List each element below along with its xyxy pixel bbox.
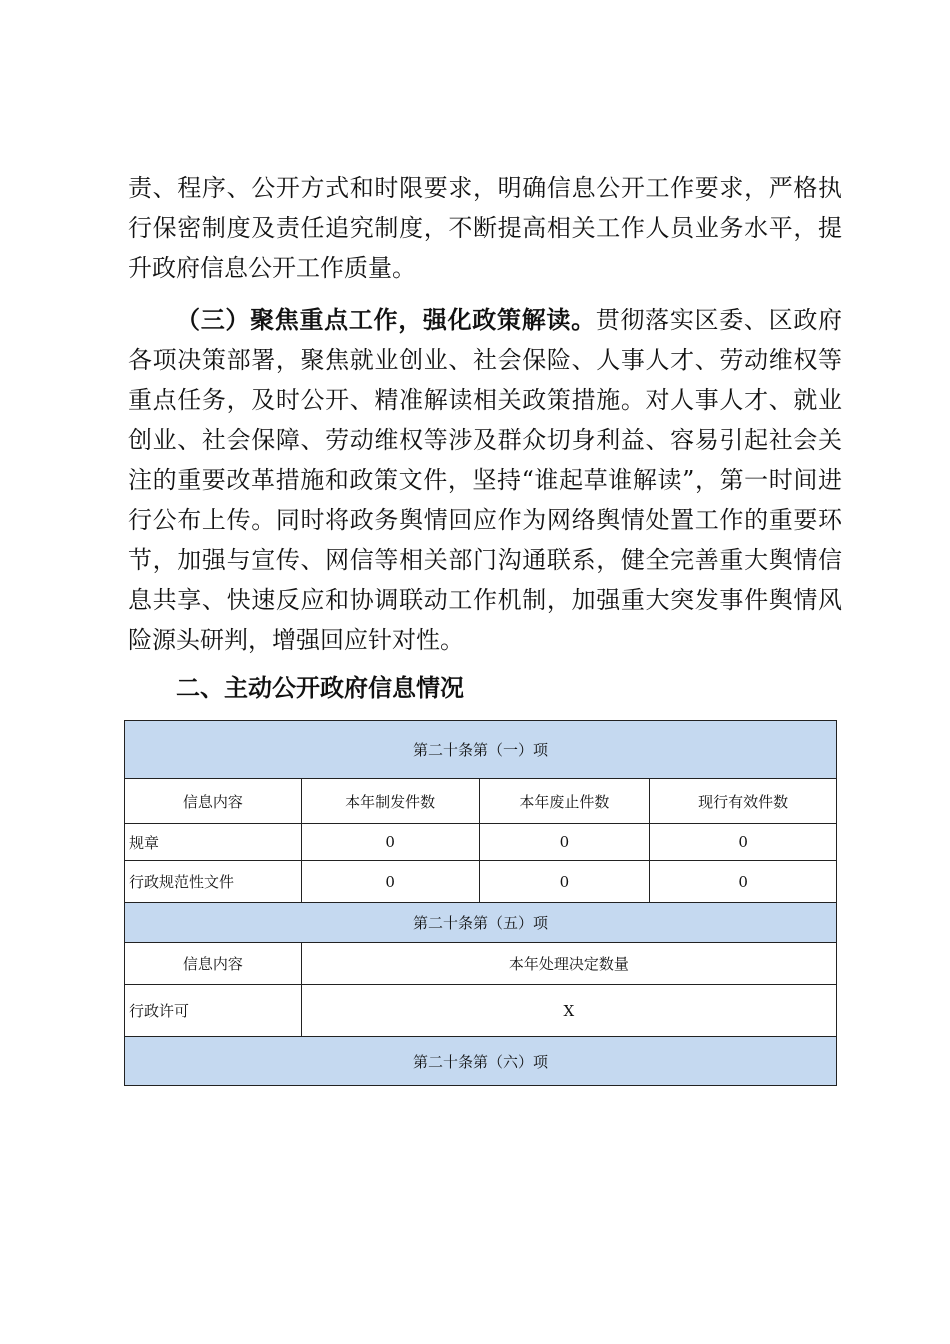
value-cell: 0 <box>650 861 837 903</box>
paragraph-continuation <box>128 168 842 288</box>
header-cell: 现行有效件数 <box>650 779 837 824</box>
paragraph-policy-interpretation <box>128 300 842 660</box>
value-cell: X <box>301 985 836 1037</box>
row-label-cell: 行政规范性文件 <box>125 861 302 903</box>
value-cell: 0 <box>650 824 837 861</box>
table-header-row <box>125 943 837 985</box>
section-title-cell: 第二十条第（一）项 <box>125 721 837 779</box>
paragraph-text: 责、程序、公开方式和时限要求，明确信息公开工作要求，严格执行保密制度及责任追究制度，不断提高相关工作人员业务水平，提升政府信息公开工作质量。 <box>128 174 842 282</box>
paragraph-bold-lead: （三）聚焦重点工作，强化政策解读。 <box>176 306 596 334</box>
disclosure-table <box>124 720 837 1086</box>
section-heading: 二、主动公开政府信息情况 <box>176 674 464 702</box>
table-row <box>125 985 837 1037</box>
table-section-row <box>125 903 837 943</box>
value-cell: 0 <box>301 824 479 861</box>
value-cell: 0 <box>479 861 650 903</box>
row-label-cell: 规章 <box>125 824 302 861</box>
table-header-row <box>125 779 837 824</box>
value-cell: 0 <box>479 824 650 861</box>
row-label-cell: 行政许可 <box>125 985 302 1037</box>
section-title-cell: 第二十条第（五）项 <box>125 903 837 943</box>
header-cell: 信息内容 <box>125 779 302 824</box>
section-title-cell: 第二十条第（六）项 <box>125 1037 837 1086</box>
table-section-row <box>125 721 837 779</box>
table-row <box>125 861 837 903</box>
paragraph-text: 贯彻落实区委、区政府各项决策部署，聚焦就业创业、社会保险、人事人才、劳动维权等重点任务，及时公开、精准解读相关政策措施。对人事人才、就业创业、社会保障、劳动维权等涉及群众切身利益、容易引起社会关注的重要改革措施和政策文件，坚持“谁起草谁解读”，第一时间进行公布上传。同时将政务舆情回应作为网络舆情处置工作的重要环节，加强与宣传、网信等相关部门沟通联系，健全完善重大舆情信息共享、快速反应和协调联动工作机制，加强重大突发事件舆情风险源头研判，增强回应针对性。 <box>128 306 843 654</box>
header-cell: 本年废止件数 <box>479 779 650 824</box>
header-cell: 本年制发件数 <box>301 779 479 824</box>
table-section-row <box>125 1037 837 1086</box>
header-cell: 信息内容 <box>125 943 302 985</box>
table-row <box>125 824 837 861</box>
header-cell: 本年处理决定数量 <box>301 943 836 985</box>
value-cell: 0 <box>301 861 479 903</box>
